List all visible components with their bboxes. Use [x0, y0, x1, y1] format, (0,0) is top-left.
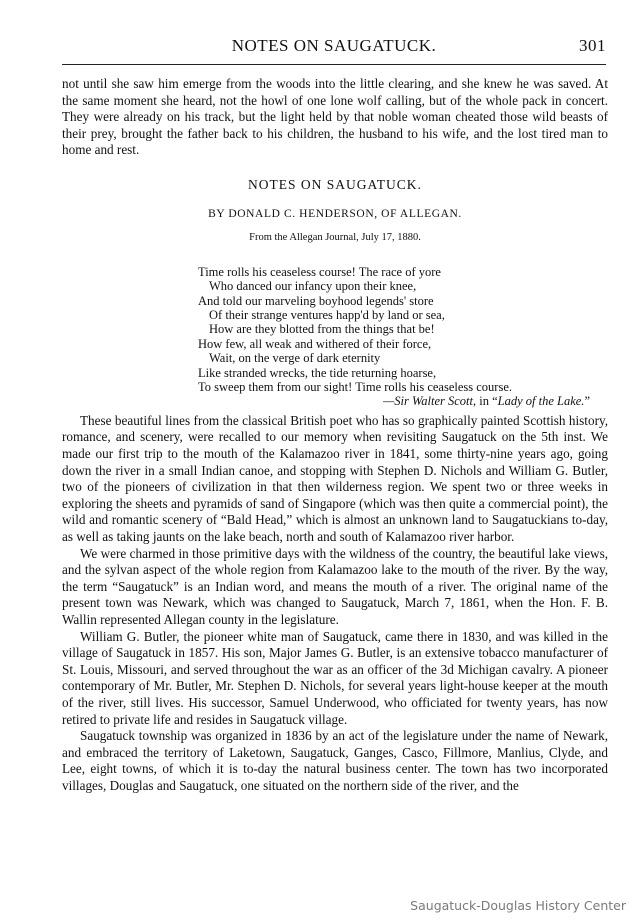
poem-attribution	[198, 394, 590, 408]
poem-line: How are they blotted from the things that be!	[209, 322, 435, 337]
attribution-close: ”	[584, 394, 590, 409]
epigraph-poem	[198, 265, 608, 409]
continuation-paragraph: not until she saw him emerge from the woods into the little clearing, and she knew he was saved. At the same moment she heard, not the howl of one lone wolf calling, but of the whole pack in concert. They were already on his track, but the light held by that noble woman cheated those wild beasts of their prey, brought the father back to his children, the husband to his wife, and the lost tired man to home and rest.	[62, 76, 608, 158]
poem-line: Who danced our infancy upon their knee,	[209, 279, 417, 294]
poem-line: Like stranded wrecks, the tide returning hoarse,	[198, 365, 437, 380]
watermark: Saugatuck-Douglas History Center	[410, 898, 626, 913]
poem-line: Of their strange ventures happ'd by land or sea,	[209, 307, 445, 322]
page-body	[62, 76, 608, 794]
article-title: NOTES ON SAUGATUCK.	[248, 176, 422, 192]
paragraph-2: We were charmed in those primitive days with the wildness of the country, the beautiful lake views, and the sylvan aspect of the whole region from Kalamazoo lake to the mouth of the river. By the way, the term “Saugatuck” is an Indian word, and means the mouth of a river. The original name of the present town was Newark, which was changed to Saugatuck, March 7, 1861, when the Hon. F. B. Wallin represented Allegan county in the legislature.	[62, 545, 608, 627]
poem-line: To sweep them from our sight! Time rolls his ceaseless course.	[198, 380, 513, 394]
paragraph-1: These beautiful lines from the classical British poet who has so graphically painted Scottish history, romance, and scenery, were recalled to our memory when revisiting Saugatuck on the 5th inst. We made our first trip to the mouth of the Kalamazoo river in 1841, some thirty-nine years ago, going down the river in a small Indian canoe, and stopping with Stephen D. Nichols and William G. Butler, two of the pioneers of civilization in that then wilderness region. We spent two or three weeks in exploring the sheets and pyramids of sand of Singapore (which was then quite a commercial point), the wild and romantic scenery of “Bald Head,” which is almost an unknown land to Saugatuckians to-day, as well as taking jaunts on the lake beach, north and south of Kalamazoo river harbor.	[62, 412, 608, 544]
attribution-work: Lady of the Lake.	[497, 394, 585, 409]
paragraph-4: Saugatuck township was organized in 1836 by an act of the legislature under the name of Newark, and embraced the territory of Laketown, Saugatuck, Ganges, Casco, Fillmore, Manlius, Clyde, and Lee, eight towns, of which it is to-day the natural business center. The town has two incorporated villages, Douglas and Saugatuck, one situated on the northern side of the river, and the	[62, 728, 608, 793]
attribution-in: in “	[476, 394, 498, 409]
article-source: From the Allegan Journal, July 17, 1880.	[249, 232, 421, 244]
attribution-author: —Sir Walter Scott,	[383, 394, 477, 409]
page-number: 301	[579, 36, 606, 55]
paragraph-3: William G. Butler, the pioneer white man of Saugatuck, came there in 1830, and was killed in the village of Saugatuck in 1857. His son, Major James G. Butler, is an extensive tobacco manufacturer of St. Louis, Missouri, and served throughout the war as an officer of the 3d Michigan cavalry. A pioneer contemporary of Mr. Butler, Mr. Stephen D. Nichols, for several years light-house keeper at the mouth of the river, still lives. His successor, Samuel Underwood, who officiated for twenty years, has now retired to private life and resides in Saugatuck village.	[62, 628, 608, 727]
poem-line: Wait, on the verge of dark eternity	[209, 351, 381, 366]
running-head	[62, 36, 606, 62]
poem-line: And told our marveling boyhood legends' store	[198, 293, 434, 308]
poem-line: How few, all weak and withered of their force,	[198, 336, 432, 351]
poem-line: Time rolls his ceaseless course! The race of yore	[198, 264, 441, 279]
header-rule	[62, 64, 606, 65]
running-head-title: NOTES ON SAUGATUCK.	[231, 36, 437, 55]
article-byline: BY DONALD C. HENDERSON, OF ALLEGAN.	[208, 207, 462, 220]
